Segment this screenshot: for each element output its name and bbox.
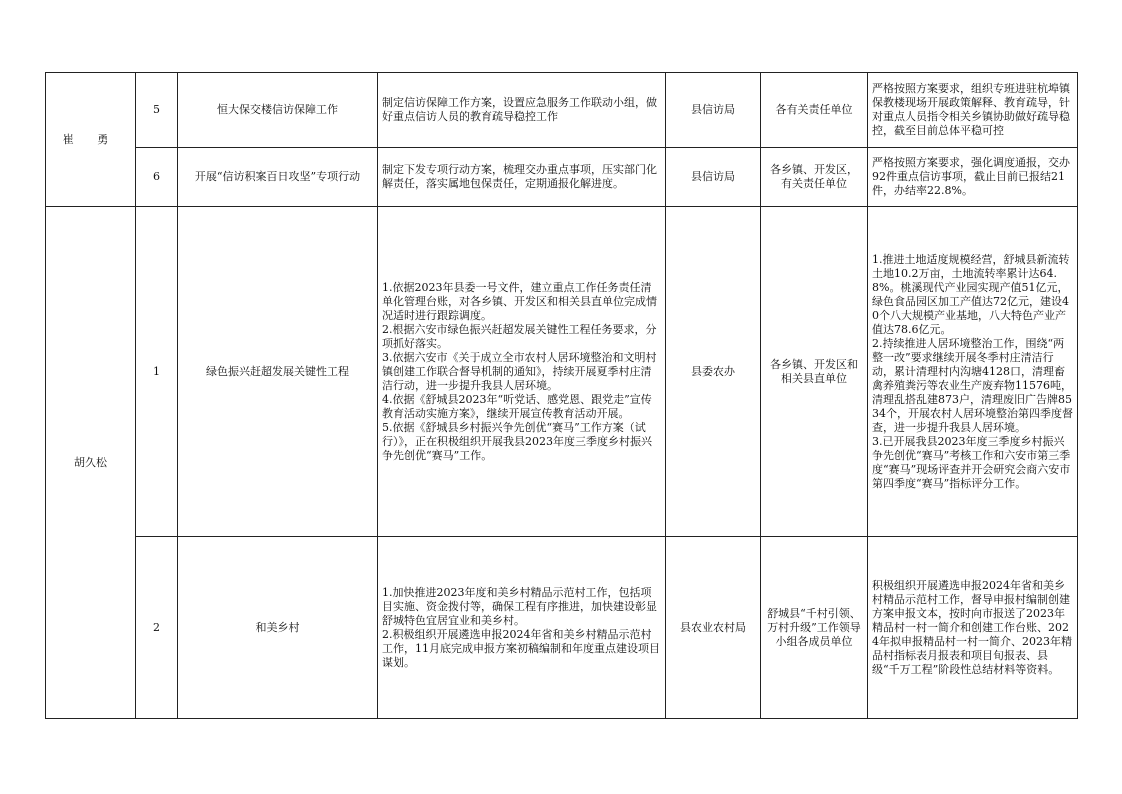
- task-name: 恒大保交楼信访保障工作: [178, 73, 378, 148]
- lead-unit: 县信访局: [666, 148, 761, 207]
- leader-name: 胡久松: [74, 455, 107, 469]
- table-row: [46, 73, 1078, 148]
- table-row: [46, 207, 1078, 537]
- table-row: [46, 537, 1078, 719]
- table-row: [46, 148, 1078, 207]
- progress-status: 严格按照方案要求，组织专班进驻杭埠镇保教楼现场开展政策解释、教育疏导，针对重点人员指令相关乡镇协助做好疏导稳控，截至目前总体平稳可控: [868, 73, 1078, 148]
- task-name: 绿色振兴赶超发展关键性工程: [178, 207, 378, 537]
- item-number: 5: [136, 73, 178, 148]
- lead-unit: 县信访局: [666, 73, 761, 148]
- cooperating-units: 各有关责任单位: [761, 73, 868, 148]
- leader-name: 崔 勇: [62, 132, 119, 146]
- item-number: 2: [136, 537, 178, 719]
- lead-unit: 县农业农村局: [666, 537, 761, 719]
- progress-status: 严格按照方案要求，强化调度通报，交办92件重点信访事项，截止目前已报结21件，办结率22.8%。: [868, 148, 1078, 207]
- task-name: 和美乡村: [178, 537, 378, 719]
- work-measures: 1.依据2023年县委一号文件，建立重点工作任务责任清单化管理台账，对各乡镇、开发区和相关县直单位完成情况适时进行跟踪调度。 2.根据六安市绿色振兴赶超发展关键性工程任务要求，分项抓好落实。 3.依据六安市《关于成立全市农村人居环境整治和文明村镇创建工作联合督导机制的通知》，持续开展夏季村庄清洁行动，进一步提升我县人居环境。 4.依据《舒城县2023年“听党话、感党恩、跟党走”宣传教育活动实施方案》，继续开展宣传教育活动开展。 5.依据《舒城县乡村振兴争先创优“赛马”工作方案（试行）》，正在积极组织开展我县2023年度三季度乡村振兴争先创优“赛马”工作。: [378, 207, 666, 537]
- lead-unit: 县委农办: [666, 207, 761, 537]
- work-progress-table: [45, 72, 1078, 719]
- item-number: 6: [136, 148, 178, 207]
- work-measures: 1.加快推进2023年度和美乡村精品示范村工作，包括项目实施、资金拨付等，确保工程有序推进，加快建设彰显舒城特色宜居宜业和美乡村。 2.积极组织开展遴选申报2024年省和美乡村精品示范村工作，11月底完成申报方案初稿编制和年度重点建设项目谋划。: [378, 537, 666, 719]
- cooperating-units: 舒城县“千村引领、万村升级”工作领导小组各成员单位: [761, 537, 868, 719]
- progress-status: 1.推进土地适度规模经营，舒城县新流转土地10.2万亩，土地流转率累计达64.8%。桃溪现代产业园实现产值51亿元，绿色食品园区加工产值达72亿元，建设40个八大规模产业基地，八大特色产业产值达78.6亿元。 2.持续推进人居环境整治工作，围绕“两整一改”要求继续开展冬季村庄清洁行动，累计清理村内沟塘4128口，清理畜禽养殖粪污等农业生产废弃物11576吨，清理乱搭乱建873户，清理废旧广告牌8534个，开展农村人居环境整治第四季度督查，进一步提升我县人居环境。 3.已开展我县2023年度三季度乡村振兴争先创优“赛马”考核工作和六安市第三季度“赛马”现场评查并开会研究会商六安市第四季度“赛马”指标评分工作。: [868, 207, 1078, 537]
- cooperating-units: 各乡镇、开发区和相关县直单位: [761, 207, 868, 537]
- task-name: 开展“信访积案百日攻坚”专项行动: [178, 148, 378, 207]
- leader-name-cell: [46, 207, 136, 719]
- item-number: 1: [136, 207, 178, 537]
- work-measures: 制定信访保障工作方案，设置应急服务工作联动小组，做好重点信访人员的教育疏导稳控工作: [378, 73, 666, 148]
- progress-status: 积极组织开展遴选申报2024年省和美乡村精品示范村工作，督导申报村编制创建方案申报文本，按时向市报送了2023年精品村一村一简介和创建工作台账、2024年拟申报精品村一村一简介、2023年精品村指标表月报表和项目旬报表、县级“千万工程”阶段性总结材料等资料。: [868, 537, 1078, 719]
- work-measures: 制定下发专项行动方案，梳理交办重点事项，压实部门化解责任，落实属地包保责任，定期通报化解进度。: [378, 148, 666, 207]
- cooperating-units: 各乡镇、开发区，有关责任单位: [761, 148, 868, 207]
- leader-name-cell: [46, 73, 136, 207]
